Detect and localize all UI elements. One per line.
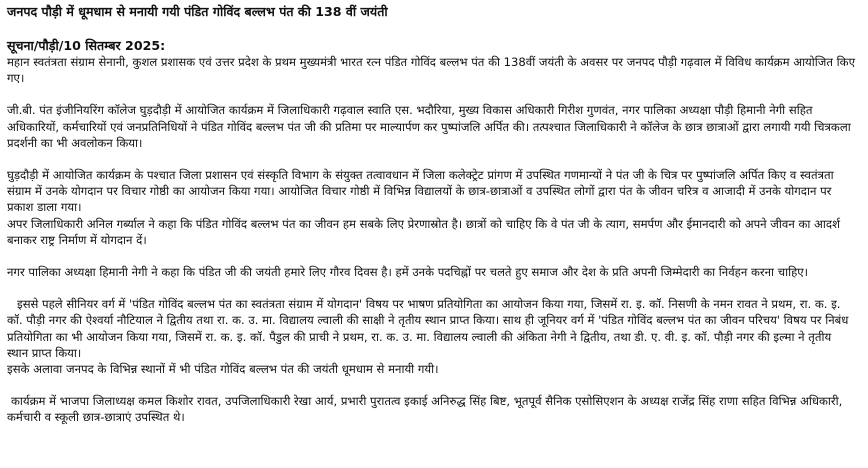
paragraph-collectorate-event: घुड़दौड़ी में आयोजित कार्यक्रम के पश्चात जिला प्रशासन एवं संस्कृति विभाग के संयुक्त तत्वावधान में जिला कलेक्ट्रेट प्रांगण में उपस्थित गणमान्यों ने पंत जी के चित्र पर पुष्पांजलि अर्पित किए व स्वतंत्रता संग्राम में उनके योगदान पर विचार गोष्ठी का आयोजन किया गया। आयोजित विचार गोष्ठी में विभिन्न विद्यालयों के छात्र-छात्राओं व उपस्थित लोगों द्वारा पंत के जीवन चरित्र व आजादी में उनके योगदान पर प्रकाश डाला गया। [7,168,834,215]
paragraph-gap [7,151,856,167]
paragraph-adm-speech: अपर जिलाधिकारी अनिल गर्ब्याल ने कहा कि पंडित गोविंद बल्लभ पंत का जीवन हम सबके लिए प्रेरणास्रोत है। छात्रों को चाहिए कि वे पंत जी के त्याग, समर्पण और ईमानदारी को अपने जीवन का आदर्श बनाकर राष्ट्र निर्माण में योगदान दें। [7,216,840,247]
paragraph-college-event: जी.बी. पंत इंजीनियरिंग कॉलेज घुड़दौड़ी में आयोजित कार्यक्रम में जिलाधिकारी गढ़वाल स्वाति एस. भदौरिया, मुख्य विकास अधिकारी गिरीश गुणवंत, नगर पालिका अध्यक्षा पौड़ी हिमानी नेगी सहित अधिकारियों, कर्मचारियों एवं जनप्रतिनिधियों ने पंडित गोविंद बल्लभ पंत जी की प्रतिमा पर माल्यार्पण कर पुष्पांजलि अर्पित की। तत्पश्चात जिलाधिकारी ने कॉलेज के छात्र छात्राओं द्वारा लगायी गयी चित्रकला प्रदर्शनी का भी अवलोकन किया। [7,103,851,150]
paragraph-gap [7,280,856,296]
paragraph-other-places: इसके अलावा जनपद के विभिन्न स्थानों में भी पंडित गोविंद बल्लभ पंत की जयंती धूमधाम से मनायी गयी। [7,362,439,377]
paragraph-competitions: इससे पहले सीनियर वर्ग में 'पंडित गोविंद बल्लभ पंत का स्वतंत्रता संग्राम में योगदान' विषय पर भाषण प्रतियोगिता का आयोजन किया गया, जिसमें रा. इ. कॉ. निसणी के नमन रावत ने प्रथम, रा. क. इ. कॉ. पौड़ी नगर की ऐश्वर्या नौटियाल ने द्वितीय तथा रा. क. उ. मा. विद्यालय ल्वाली की साक्षी ने तृतीय स्थान प्राप्त किया। साथ ही जूनियर वर्ग में 'पंडित गोविंद बल्लभ पंत का जीवन परिचय' विषय पर निबंध प्रतियोगिता का भी आयोजन किया गया, जिसमें रा. क. इ. कॉ. पैडुल की प्राची ने प्रथम, रा. क. उ. मा. विद्यालय ल्वाली की अंकिता नेगी ने द्वितीय, तथा डी. ए. वी. इ. कॉ. पौड़ी नगर की इल्मा ने तृतीय स्थान प्राप्त किया। [7,297,849,360]
dateline: सूचना/पौड़ी/10 सितम्बर 2025: [7,38,166,53]
paragraph-gap [7,86,856,102]
paragraph-gap [7,377,856,393]
paragraph-intro: महान स्वतंत्रता संग्राम सेनानी, कुशल प्रशासक एवं उत्तर प्रदेश के प्रथम मुख्यमंत्री भारत रत्न पंडित गोविंद बल्लभ पंत की 138वीं जयंती के अवसर पर जनपद पौड़ी गढ़वाल में विविध कार्यक्रम आयोजित किए गए। [7,55,855,86]
paragraph-attendees: कार्यक्रम में भाजपा जिलाध्यक्ष कमल किशोर रावत, उपजिलाधिकारी रेखा आर्य, प्रभारी पुरातत्व इकाई अनिरुद्ध सिंह बिष्ट, भूतपूर्व सैनिक एसोसिएशन के अध्यक्ष राजेंद्र सिंह राणा सहित विभिन्न अधिकारी, कर्मचारी व स्कूली छात्र-छात्राएं उपस्थित थे। [7,394,843,425]
paragraph-gap [7,248,856,264]
article-title: जनपद पौड़ी में धूमधाम से मनायी गयी पंडित गोविंद बल्लभ पंत की 138 वीं जयंती [7,4,388,19]
paragraph-chairperson-speech: नगर पालिका अध्यक्षा हिमानी नेगी ने कहा कि पंडित जी की जयंती हमारे लिए गौरव दिवस है। हमें उनके पदचिह्नों पर चलते हुए समाज और देश के प्रति अपनी जिम्मेदारी का निर्वहन करना चाहिए। [7,265,809,280]
